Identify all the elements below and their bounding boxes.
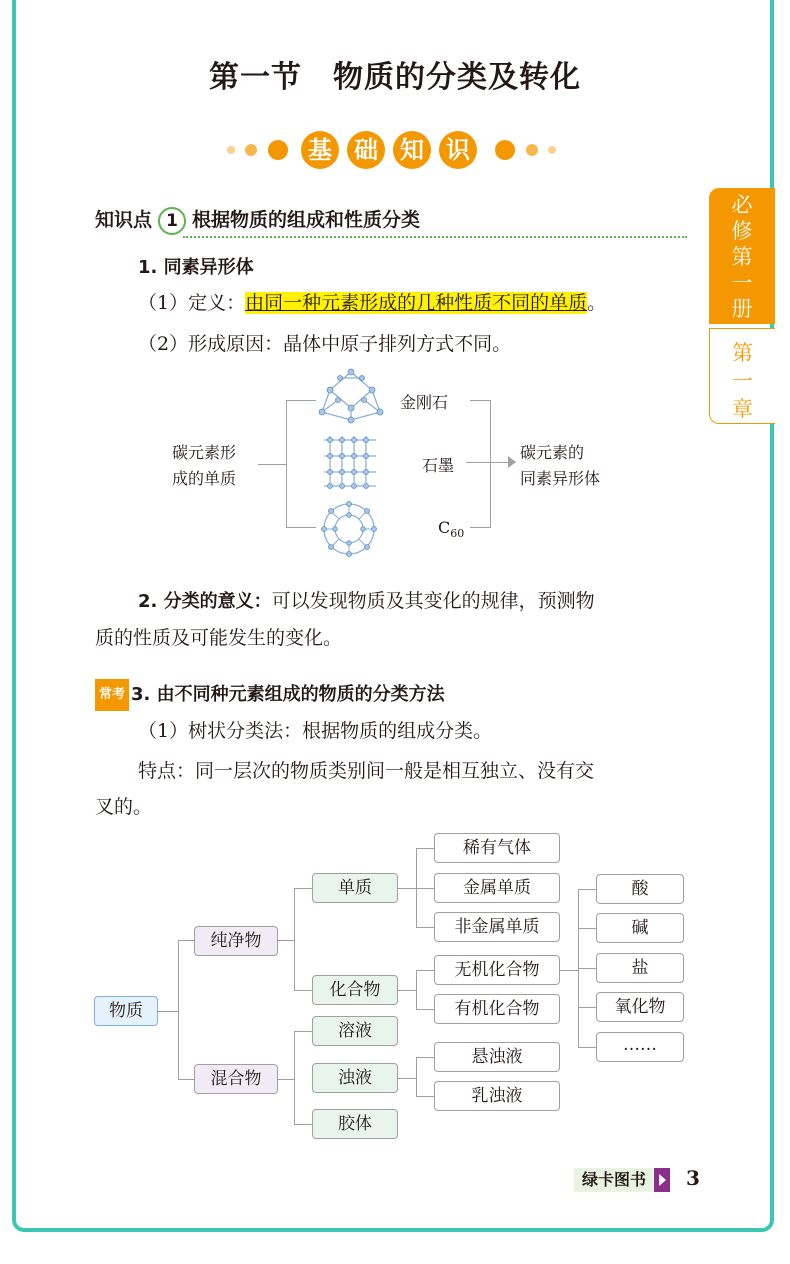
dotted-divider [183,236,687,238]
tree-node-matter: 物质 [94,996,158,1026]
definition: （1）定义：由同一种元素形成的几种性质不同的单质。 [138,292,607,314]
tree-node-colloid: 胶体 [312,1109,398,1139]
tree-node-turbid-liquid: 浊液 [312,1063,398,1093]
section1-heading: 1. 同素异形体 [138,257,254,278]
side-tab-book[interactable]: 必 修 第 一 册 [709,188,775,324]
tree-node-nonmetal: 非金属单质 [434,912,560,942]
feature-line1: 特点：同一层次的物质类别间一般是相互独立、没有交 [138,760,595,782]
side-tab-chapter[interactable]: 第 一 章 [709,328,775,424]
tree-node-salt: 盐 [596,953,684,983]
tree-node-organic-compound: 有机化合物 [434,994,560,1024]
brand-label: 绿卡图书 [574,1168,654,1192]
section3-heading: 常考 3. 由不同种元素组成的物质的分类方法 [95,679,445,711]
section2-line2: 质的性质及可能发生的变化。 [95,627,343,649]
frequently-tested-badge: 常考 [95,679,129,711]
tree-node-solution: 溶液 [312,1016,398,1046]
banner-char: 础 [347,131,385,169]
c60-label: $C_{60}$ [438,518,465,541]
c60-structure-icon [320,500,378,558]
tree-node-compound: 化合物 [312,975,398,1005]
diamond-label: 金刚石 [400,393,449,412]
tree-node-acid: 酸 [596,874,684,904]
knowledge-point-heading: 知识点 1 根据物质的组成和性质分类 [95,205,420,235]
tree-node-emulsion: 乳浊液 [434,1081,560,1111]
tree-node-rare-gas: 稀有气体 [434,833,560,863]
tree-node-oxide: 氧化物 [596,992,684,1022]
graphite-structure-icon [320,432,380,490]
banner-char: 识 [439,131,477,169]
tree-node-ellipsis: …… [596,1032,684,1062]
page-number: 3 [686,1166,700,1190]
graphite-label: 石墨 [422,456,455,475]
tree-node-metal: 金属单质 [434,873,560,903]
diamond-structure-icon [318,368,384,424]
banner-char: 基 [301,131,339,169]
page-title: 第一节 物质的分类及转化 [209,60,581,95]
carbon-elements-label: 碳元素形 成的单质 [172,443,237,488]
formation-cause: （2）形成原因：晶体中原子排列方式不同。 [138,333,512,355]
allotrope-label: 碳元素的 同素异形体 [520,443,601,488]
highlighted-definition: 由同一种元素形成的几种性质不同的单质 [245,292,588,314]
tree-node-pure-substance: 纯净物 [194,926,278,956]
feature-line2: 叉的。 [95,796,153,818]
tree-node-base: 碱 [596,913,684,943]
chevron-right-icon [654,1168,670,1192]
banner-char: 知 [393,131,431,169]
tree-method: （1）树状分类法：根据物质的组成分类。 [138,720,493,742]
arrow-icon [508,456,516,468]
knowledge-point-number: 1 [158,207,186,235]
tree-node-inorganic-compound: 无机化合物 [434,955,560,985]
tree-node-mixture: 混合物 [194,1064,278,1094]
section2-line1: 2. 分类的意义：可以发现物质及其变化的规律，预测物 [138,590,595,612]
tree-node-suspension: 悬浊液 [434,1042,560,1072]
tree-node-element: 单质 [312,873,398,903]
